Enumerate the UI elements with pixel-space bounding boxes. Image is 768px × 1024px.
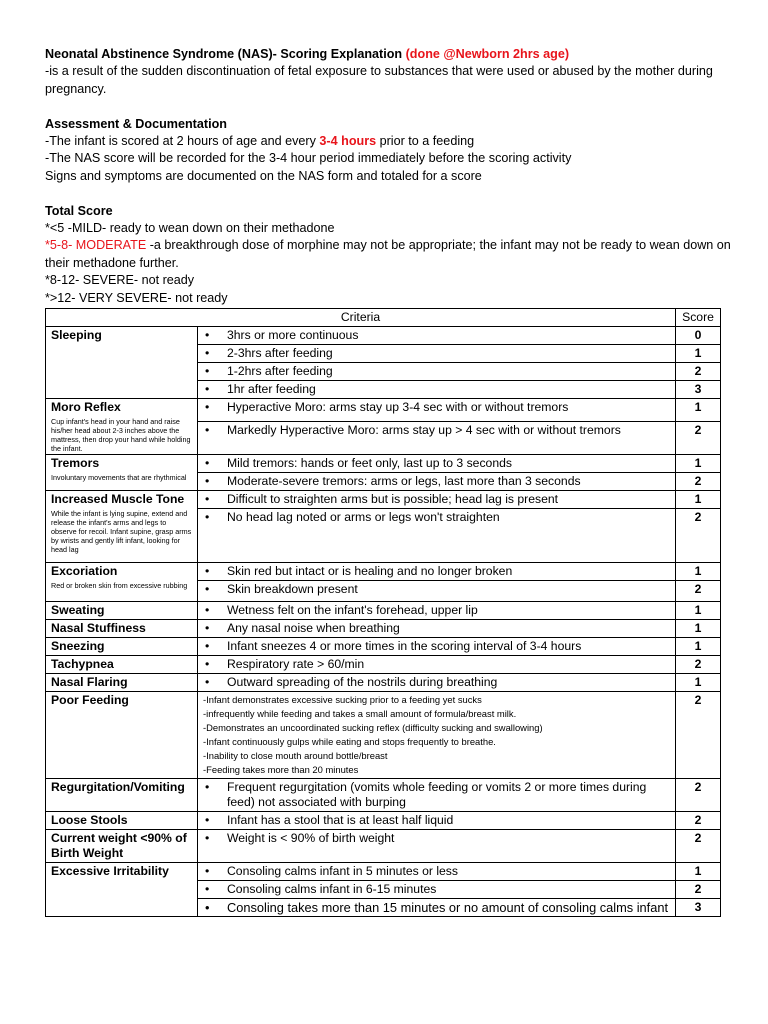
option-label: Moderate-severe tremors: arms or legs, last more than 3 seconds: [227, 474, 581, 488]
assess-red: 3-4 hours: [319, 134, 377, 149]
criterion-excoriation: [46, 563, 198, 602]
criterion-note: Involuntary movements that are rhythmical: [51, 473, 187, 482]
score-cell: 2: [676, 422, 721, 455]
option-label: Difficult to straighten arms but is possible; head lag is present: [227, 492, 559, 506]
option-label: Infant sneezes 4 or more times in the scoring interval of 3-4 hours: [227, 639, 582, 653]
option-text: [198, 381, 676, 399]
score-cell: 1: [676, 638, 721, 656]
criterion-note: While the infant is lying supine, extend and release the infant's arms and legs to observe for recoil. Infant supine, grasp arms by wrists and gently lift infant, looking for head lag: [51, 509, 192, 554]
bullet: •: [205, 382, 210, 396]
assessment-line-1: [45, 133, 735, 150]
bullet: •: [205, 364, 210, 378]
score-cell: 2: [676, 881, 721, 899]
title-main: Neonatal Abstinence Syndrome (NAS)- Scoring Explanation: [45, 47, 403, 61]
bullet: •: [205, 882, 210, 896]
bullet: •: [205, 675, 210, 689]
option-label: Infant has a stool that is at least half liquid: [227, 813, 454, 827]
bullet: •: [205, 492, 210, 506]
bullet: •: [205, 780, 210, 794]
criterion-sneezing: Sneezing: [46, 638, 198, 656]
criterion-loose-stools: Loose Stools: [46, 812, 198, 830]
bullet: •: [205, 831, 210, 845]
option-text: [198, 602, 676, 620]
criterion-label: Moro Reflex: [51, 400, 121, 414]
table-row: [46, 674, 721, 692]
table-header: [46, 309, 721, 327]
score-cell: 1: [676, 491, 721, 509]
table-row: [46, 491, 721, 509]
option-text: [198, 674, 676, 692]
option-text: [198, 345, 676, 363]
option-label: Mild tremors: hands or feet only, last up to 3 seconds: [227, 456, 512, 470]
score-mild: *<5 -MILD- ready to wean down on their methadone: [45, 221, 335, 236]
score-cell: 1: [676, 863, 721, 881]
option-text: [198, 491, 676, 509]
table-row: [46, 812, 721, 830]
score-cell: 0: [676, 327, 721, 345]
bullet: •: [205, 456, 210, 470]
option-label: Consoling calms infant in 5 minutes or less: [227, 864, 458, 878]
criterion-note: Red or broken skin from excessive rubbing: [51, 581, 188, 590]
score-cell: 2: [676, 779, 721, 812]
criterion-label: Tremors: [51, 456, 100, 470]
assessment-heading: Assessment & Documentation: [45, 116, 227, 131]
option-text: [198, 779, 676, 812]
criterion-note: Cup infant's head in your hand and raise his/her head about 2-3 inches above the mattress, then drop your hand while holding the infant.: [51, 417, 191, 453]
option-label: Any nasal noise when breathing: [227, 621, 400, 635]
bullet: •: [205, 564, 210, 578]
bullet: •: [205, 400, 210, 414]
feeding-line: -infrequently while feeding and takes a small amount of formula/breast milk.: [203, 708, 517, 719]
table-row: [46, 563, 721, 581]
feeding-line: -Infant continuously gulps while eating and stops frequently to breathe.: [203, 736, 496, 747]
bullet: •: [205, 657, 210, 671]
table-row: [46, 327, 721, 345]
header-criteria: Criteria: [46, 309, 676, 327]
assess-post: prior to a feeding: [376, 134, 475, 149]
option-text: [198, 473, 676, 491]
score-cell: 2: [676, 656, 721, 674]
option-text: [198, 455, 676, 473]
table-row: [46, 656, 721, 674]
title-red: (done @Newborn 2hrs age): [402, 47, 570, 61]
option-label: 3hrs or more continuous: [227, 328, 359, 342]
score-cell: 3: [676, 899, 721, 917]
score-cell: 2: [676, 830, 721, 863]
score-cell: 1: [676, 674, 721, 692]
option-label: 1hr after feeding: [227, 382, 316, 396]
option-label: Respiratory rate > 60/min: [227, 657, 365, 671]
option-text: [198, 327, 676, 345]
header-score: Score: [676, 309, 721, 327]
assess-pre: -The infant is scored at 2 hours of age and every: [45, 134, 320, 149]
criterion-label: Increased Muscle Tone: [51, 492, 185, 506]
option-text: [198, 399, 676, 422]
option-text: [198, 422, 676, 455]
table-row: [46, 638, 721, 656]
bullet: •: [205, 900, 210, 915]
criterion-excessive-irritability: Excessive Irritability: [46, 863, 198, 917]
option-label: Consoling takes more than 15 minutes or no amount of consoling calms infant: [227, 900, 669, 915]
bullet: •: [205, 603, 210, 617]
feeding-line: -Demonstrates an uncoordinated sucking reflex (difficulty sucking and swallowing): [203, 722, 543, 733]
feeding-line: -Infant demonstrates excessive sucking prior to a feeding yet sucks: [203, 694, 482, 705]
option-label: Wetness felt on the infant's forehead, upper lip: [227, 603, 478, 617]
option-label: Skin breakdown present: [227, 582, 358, 596]
score-cell: 1: [676, 399, 721, 422]
bullet: •: [205, 582, 210, 596]
option-text: [198, 638, 676, 656]
option-label: Outward spreading of the nostrils during breathing: [227, 675, 498, 689]
bullet: •: [205, 510, 210, 524]
title-line: [45, 46, 735, 63]
option-label: 2-3hrs after feeding: [227, 346, 333, 360]
option-text: [198, 656, 676, 674]
moderate-red: *5-8- MODERATE: [45, 238, 147, 253]
option-label: Frequent regurgitation (vomits whole feeding or vomits 2 or more times during feed) not associated with burping: [227, 780, 647, 809]
option-text: [198, 830, 676, 863]
feeding-description: [198, 692, 676, 779]
option-label: Consoling calms infant in 6-15 minutes: [227, 882, 437, 896]
bullet: •: [205, 813, 210, 827]
score-cell: 2: [676, 363, 721, 381]
option-text: [198, 563, 676, 581]
table-row: [46, 455, 721, 473]
score-cell: 1: [676, 345, 721, 363]
score-cell: 3: [676, 381, 721, 399]
definition-text: -is a result of the sudden discontinuation of fetal exposure to substances that were used or abused by the mother during pregnancy.: [45, 64, 713, 96]
table-row: [46, 692, 721, 779]
option-text: [198, 881, 676, 899]
option-label: 1-2hrs after feeding: [227, 364, 333, 378]
option-label: No head lag noted or arms or legs won't straighten: [227, 510, 500, 524]
criterion-regurgitation: Regurgitation/Vomiting: [46, 779, 198, 812]
criterion-tachypnea: Tachypnea: [46, 656, 198, 674]
criterion-nasal-flaring: Nasal Flaring: [46, 674, 198, 692]
option-text: [198, 812, 676, 830]
score-cell: 1: [676, 620, 721, 638]
feeding-line: -Inability to close mouth around bottle/breast: [203, 750, 388, 761]
bullet: •: [205, 346, 210, 360]
moderate-rest: -a breakthrough dose of morphine may not be appropriate; the infant may not be ready to wean down on their methadone further.: [45, 238, 731, 270]
score-cell: 2: [676, 581, 721, 602]
criterion-sweating: Sweating: [46, 602, 198, 620]
score-moderate: [45, 237, 735, 272]
criterion-label: Excoriation: [51, 564, 118, 578]
criterion-nasal-stuffiness: Nasal Stuffiness: [46, 620, 198, 638]
criterion-poor-feeding: Poor Feeding: [46, 692, 198, 779]
bullet: •: [205, 864, 210, 878]
option-label: Weight is < 90% of birth weight: [227, 831, 395, 845]
bullet: •: [205, 621, 210, 635]
bullet: •: [205, 474, 210, 488]
option-text: [198, 863, 676, 881]
option-text: [198, 899, 676, 917]
score-cell: 1: [676, 455, 721, 473]
table-row: [46, 830, 721, 863]
option-text: [198, 363, 676, 381]
criterion-moro-reflex: [46, 399, 198, 455]
nas-scoring-table: [45, 308, 721, 917]
score-very-severe: *>12- VERY SEVERE- not ready: [45, 290, 228, 305]
table-row: [46, 620, 721, 638]
score-cell: 2: [676, 473, 721, 491]
option-text: [198, 620, 676, 638]
option-text: [198, 581, 676, 602]
option-label: Hyperactive Moro: arms stay up 3-4 sec with or without tremors: [227, 400, 569, 414]
score-cell: 1: [676, 602, 721, 620]
bullet: •: [205, 639, 210, 653]
criterion-current-weight: Current weight <90% of Birth Weight: [46, 830, 198, 863]
score-cell: 2: [676, 692, 721, 779]
table-row: [46, 602, 721, 620]
bullet: •: [205, 328, 210, 342]
criterion-sleeping: Sleeping: [46, 327, 198, 399]
score-cell: 1: [676, 563, 721, 581]
table-row: [46, 863, 721, 881]
bullet: •: [205, 423, 210, 437]
criterion-tremors: [46, 455, 198, 491]
score-cell: 2: [676, 812, 721, 830]
score-severe: *8-12- SEVERE- not ready: [45, 273, 195, 288]
assessment-line-3: Signs and symptoms are documented on the NAS form and totaled for a score: [45, 168, 482, 183]
total-heading: Total Score: [45, 203, 113, 218]
score-cell: 2: [676, 509, 721, 563]
feeding-line: -Feeding takes more than 20 minutes: [203, 764, 359, 775]
assessment-line-2: -The NAS score will be recorded for the 3-4 hour period immediately before the scoring activity: [45, 151, 572, 166]
option-text: [198, 509, 676, 563]
option-label: Markedly Hyperactive Moro: arms stay up > 4 sec with or without tremors: [227, 423, 621, 437]
criterion-muscle-tone: [46, 491, 198, 563]
intro-section: [45, 46, 735, 307]
table-row: [46, 779, 721, 812]
table-row: [46, 399, 721, 422]
option-label: Skin red but intact or is healing and no longer broken: [227, 564, 513, 578]
